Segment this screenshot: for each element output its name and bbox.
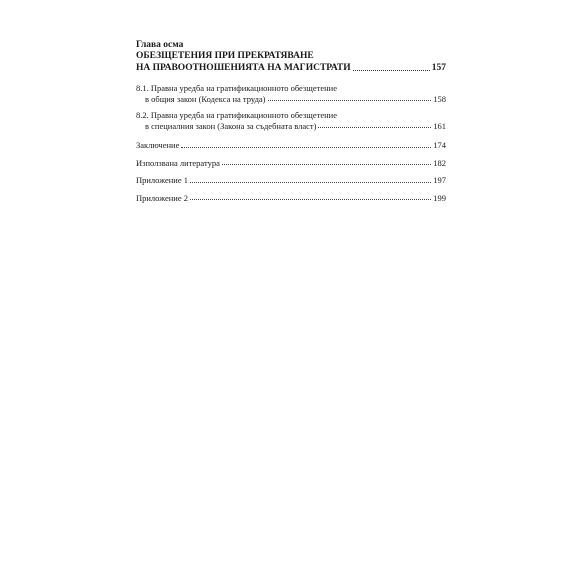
chapter-title-line1: ОБЕЗЩЕТЕНИЯ ПРИ ПРЕКРАТЯВАНЕ (136, 51, 314, 61)
toc-entry-references (136, 158, 446, 169)
dot-leader (268, 100, 432, 101)
toc-entry-8-1-page: 158 (433, 93, 446, 104)
toc-entry-references-label: Използвана литература (136, 157, 220, 168)
toc-entry-8-1 (136, 83, 446, 104)
toc-entry-8-1-line1: 8.1. Правна уредба на гратификационното обезщетение (136, 83, 337, 93)
toc-entry-8-1-row (136, 94, 446, 105)
toc-entry-conclusion-label: Заключение (136, 140, 180, 150)
toc-entry-references-page: 182 (433, 157, 446, 168)
toc-entry-8-2-line2: в специалния закон (Закона за съдебната власт) (145, 120, 317, 131)
toc-entry-appendix-1-page: 197 (433, 175, 446, 185)
dot-leader (222, 164, 431, 165)
table-of-contents (136, 40, 446, 203)
toc-entry-8-2 (136, 110, 446, 131)
dot-leader (190, 199, 431, 200)
toc-entry-appendix-2 (136, 193, 446, 204)
dot-leader (190, 182, 431, 183)
toc-entry-appendix-2-label: Приложение 2 (136, 192, 188, 203)
toc-entry-8-1-line2: в общия закон (Кодекса на труда) (145, 93, 266, 104)
dot-leader (353, 70, 430, 71)
chapter-label: Глава осма (136, 40, 184, 50)
toc-entry-appendix-2-page: 199 (433, 192, 446, 203)
chapter-title-row (136, 63, 446, 75)
toc-entry-8-2-row (136, 121, 446, 132)
toc-entry-conclusion-page: 174 (433, 140, 446, 150)
toc-entry-8-2-line1: 8.2. Правна уредба на гратификационното обезщетение (136, 110, 337, 120)
chapter-title-line2: НА ПРАВООТНОШЕНИЯТА НА МАГИСТРАТИ (136, 62, 351, 73)
toc-entry-conclusion (136, 140, 446, 151)
dot-leader (318, 127, 431, 128)
dot-leader (181, 147, 431, 148)
toc-entry-appendix-1-label: Приложение 1 (136, 175, 188, 185)
chapter-page-number: 157 (431, 62, 446, 73)
toc-entry-8-2-page: 161 (433, 120, 446, 131)
toc-entry-appendix-1 (136, 175, 446, 186)
